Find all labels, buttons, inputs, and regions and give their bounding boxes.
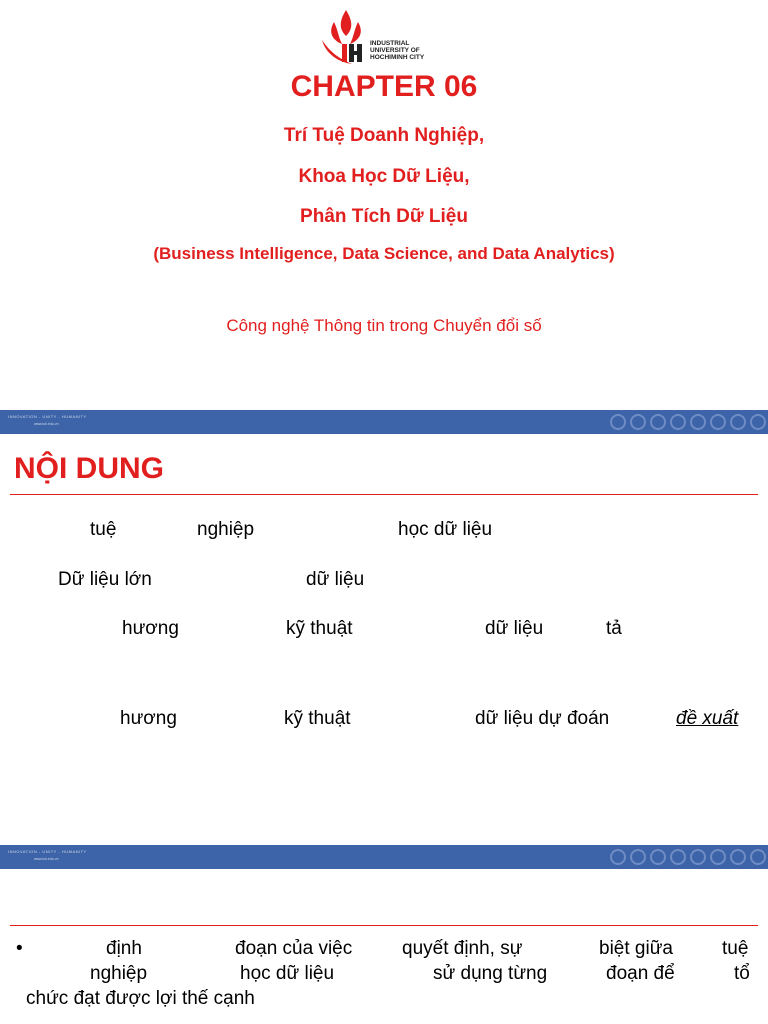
item-text: kỹ thuật (286, 618, 353, 639)
item-text: dữ liệu (306, 569, 365, 590)
line-text: đoạn của việc (235, 938, 353, 959)
line-text: quyết định, sự (402, 938, 523, 959)
line-text: tuệ (722, 938, 749, 959)
line-text: tổ (734, 963, 750, 984)
line-text: học dữ liệu (240, 963, 335, 984)
flame-logo-icon (316, 6, 376, 68)
item-text: nghiệp (197, 519, 255, 540)
line-text: sử dụng từng (433, 963, 548, 984)
bullet-marker: • (16, 938, 23, 959)
item-text: dữ liệu dự đoán (475, 708, 610, 729)
university-logo (316, 6, 476, 68)
subtitle-line-1: Trí Tuệ Doanh Nghiệp, (283, 125, 485, 146)
course-name: Công nghệ Thông tin trong Chuyển đổi số (226, 316, 542, 335)
heading-rule (10, 925, 758, 926)
heading-rule (10, 494, 758, 495)
slide-banner (0, 410, 768, 434)
item-text: kỹ thuật (284, 708, 351, 729)
item-text: hương (120, 708, 177, 729)
english-subtitle: (Business Intelligence, Data Science, and Data Analytics) (153, 244, 615, 263)
subtitle-line-3: Phân Tích Dữ Liệu (300, 206, 468, 227)
chapter-title: CHAPTER 06 (290, 70, 478, 103)
subtitle-line-2: Khoa Học Dữ Liệu, (298, 166, 470, 187)
item-text: Dữ liệu lớn (58, 569, 152, 590)
item-emphasis: đề xuất (676, 708, 739, 729)
bullet-line-3: chức đạt được lợi thế cạnh (26, 988, 255, 1009)
definition-slide (0, 845, 768, 1024)
item-text: dữ liệu (485, 618, 544, 639)
line-text: đoạn để (606, 963, 675, 984)
contents-slide (0, 410, 768, 845)
line-text: nghiệp (90, 963, 148, 984)
item-text: tả (606, 618, 622, 639)
slide-banner (0, 845, 768, 869)
item-text: tuệ (90, 519, 117, 540)
banner-motto: INNOVATION - UNITY - HUMANITY (8, 414, 87, 419)
banner-pattern-icon (598, 410, 768, 434)
contents-heading: NỘI DUNG (14, 452, 164, 485)
banner-url: www.iuh.edu.vn (34, 422, 59, 426)
banner-pattern-icon (598, 845, 768, 869)
line-text: định (106, 938, 142, 959)
banner-url: www.iuh.edu.vn (34, 857, 59, 861)
banner-motto: INNOVATION - UNITY - HUMANITY (8, 849, 87, 854)
line-text: biệt giữa (599, 938, 673, 959)
title-slide (0, 0, 768, 410)
item-text: học dữ liệu (398, 519, 493, 540)
item-text: hương (122, 618, 179, 639)
logo-wordmark: INDUSTRIAL UNIVERSITY OF HOCHIMINH CITY (370, 40, 425, 61)
